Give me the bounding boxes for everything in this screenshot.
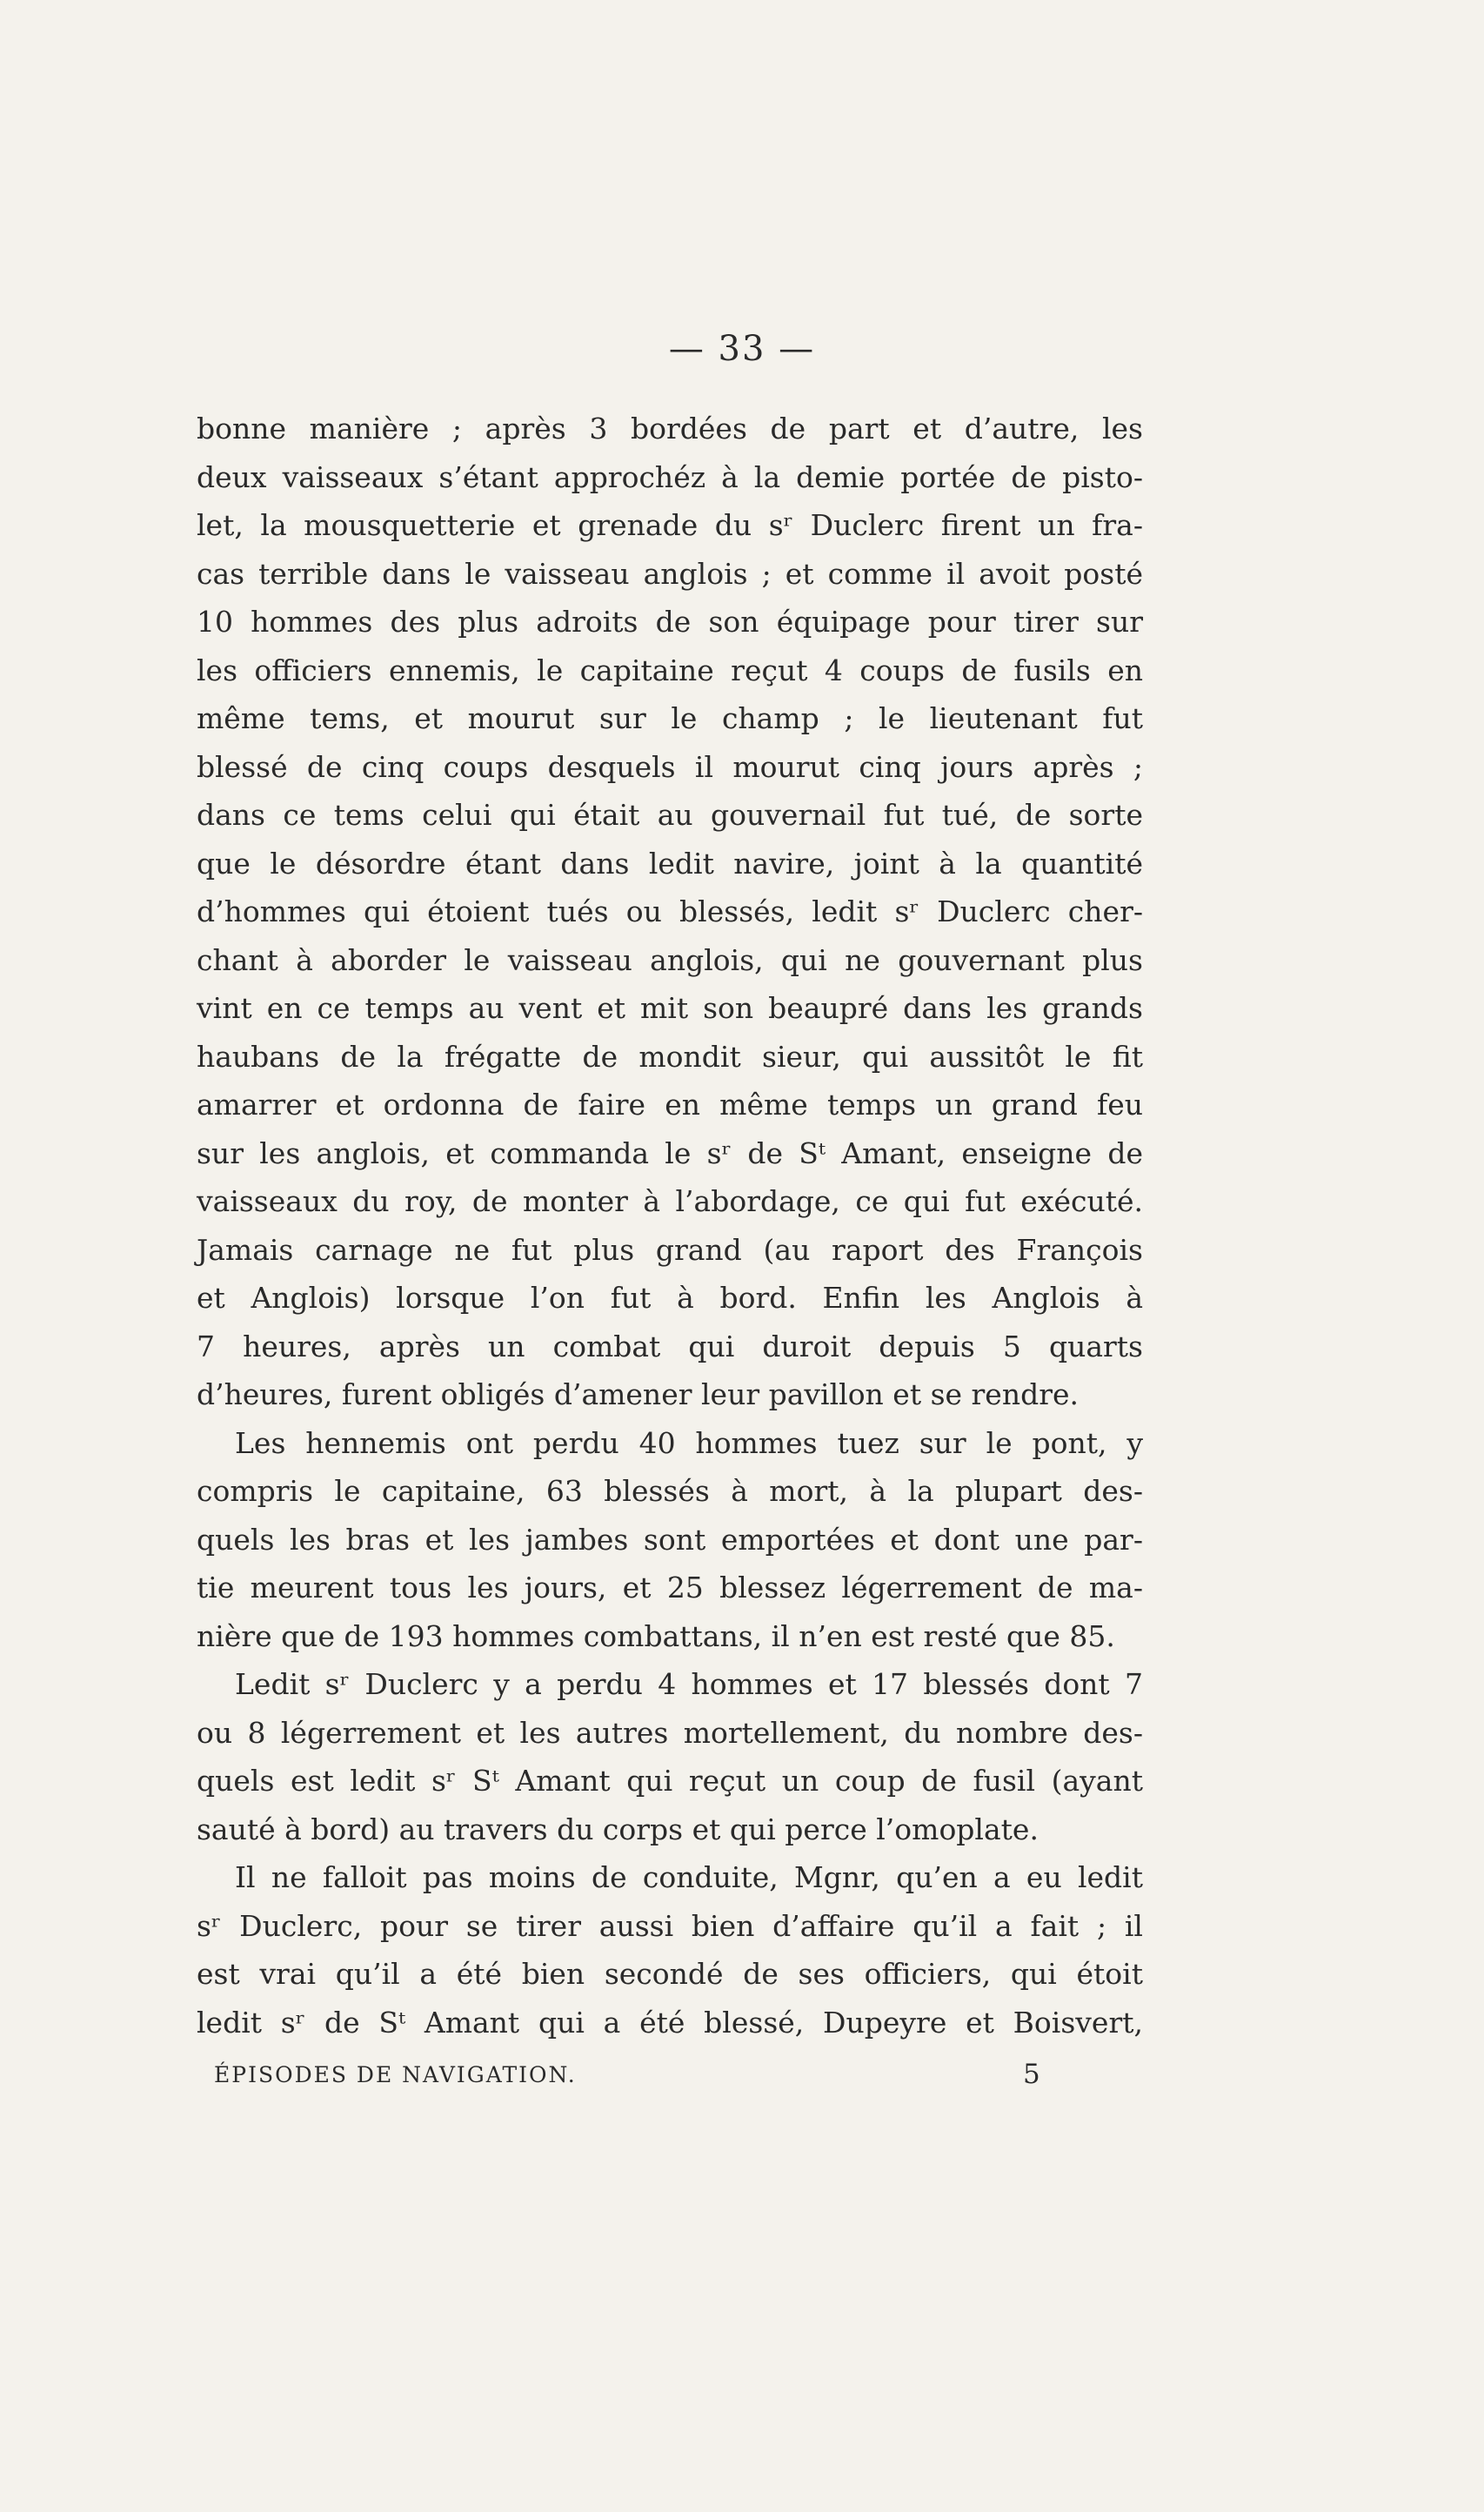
text-line: quels les bras et les jambes sont emportées et dont une par- xyxy=(197,1522,1143,1557)
text-line: amarrer et ordonna de faire en même temps un grand feu xyxy=(197,1088,1143,1122)
text-line: est vrai qu’il a été bien secondé de ses officiers, qui étoit xyxy=(197,1957,1143,1991)
text-line: Jamais carnage ne fut plus grand (au raport des François xyxy=(197,1232,1143,1267)
text-line: Il ne falloit pas moins de conduite, Mgnr, qu’en a eu ledit xyxy=(235,1860,1143,1894)
text-line: sʳ Duclerc, pour se tirer aussi bien d’affaire qu’il a fait ; il xyxy=(197,1908,1143,1943)
text-line: dans ce tems celui qui était au gouvernail fut tué, de sorte xyxy=(197,798,1143,832)
text-line: même tems, et mourut sur le champ ; le lieutenant fut xyxy=(197,701,1143,735)
text-line: quels est ledit sʳ Sᵗ Amant qui reçut un coup de fusil (ayant xyxy=(197,1764,1143,1798)
text-line: vaisseaux du roy, de monter à l’abordage, ce qui fut exécuté. xyxy=(197,1184,1143,1218)
text-line: let, la mousquetterie et grenade du sʳ Duclerc firent un fra- xyxy=(197,508,1143,542)
text-line: chant à aborder le vaisseau anglois, qui ne gouvernant plus xyxy=(197,942,1143,977)
text-line: ou 8 légerrement et les autres mortellement, du nombre des- xyxy=(197,1715,1143,1750)
text-line: sauté à bord) au travers du corps et qui perce l’omoplate. xyxy=(197,1812,1039,1846)
text-line: haubans de la frégatte de mondit sieur, qui aussitôt le fit xyxy=(197,1039,1143,1074)
text-line: bonne manière ; après 3 bordées de part et d’autre, les xyxy=(197,412,1143,445)
text-line: nière que de 193 hommes combattans, il n’en est resté que 85. xyxy=(197,1618,1115,1653)
text-line: Les hennemis ont perdu 40 hommes tuez sur le pont, y xyxy=(235,1425,1143,1460)
text-line: les officiers ennemis, le capitaine reçut 4 coups de fusils en xyxy=(197,653,1143,687)
text-line: compris le capitaine, 63 blessés à mort, à la plupart des- xyxy=(197,1474,1143,1508)
running-footer-title: ÉPISODES DE NAVIGATION. xyxy=(214,2062,577,2087)
text-line: que le désordre étant dans ledit navire, joint à la quantité xyxy=(197,846,1143,881)
text-line: vint en ce temps au vent et mit son beaupré dans les grands xyxy=(197,991,1143,1025)
body-text xyxy=(197,405,1143,2046)
text-line: ledit sʳ de Sᵗ Amant qui a été blessé, Dupeyre et Boisvert, xyxy=(197,2005,1143,2040)
text-line: blessé de cinq coups desquels il mourut cinq jours après ; xyxy=(197,749,1143,784)
signature-mark: 5 xyxy=(1023,2059,1040,2090)
page-number: — 33 — xyxy=(668,329,816,369)
text-line: et Anglois) lorsque l’on fut à bord. Enfin les Anglois à xyxy=(197,1281,1143,1315)
text-line: d’heures, furent obligés d’amener leur pavillon et se rendre. xyxy=(197,1377,1080,1411)
text-line: Ledit sʳ Duclerc y a perdu 4 hommes et 17 blessés dont 7 xyxy=(235,1667,1143,1701)
text-line: deux vaisseaux s’étant approchéz à la demie portée de pisto- xyxy=(197,459,1143,494)
text-line: sur les anglois, et commanda le sʳ de Sᵗ Amant, enseigne de xyxy=(197,1135,1143,1170)
text-line: d’hommes qui étoient tués ou blessés, ledit sʳ Duclerc cher- xyxy=(197,894,1143,928)
text-line: 7 heures, après un combat qui duroit depuis 5 quarts xyxy=(197,1329,1143,1363)
text-line: tie meurent tous les jours, et 25 blessez légerrement de ma- xyxy=(197,1571,1143,1604)
text-line: 10 hommes des plus adroits de son équipage pour tirer sur xyxy=(197,605,1143,639)
text-line: cas terrible dans le vaisseau anglois ; et comme il avoit posté xyxy=(197,556,1143,591)
